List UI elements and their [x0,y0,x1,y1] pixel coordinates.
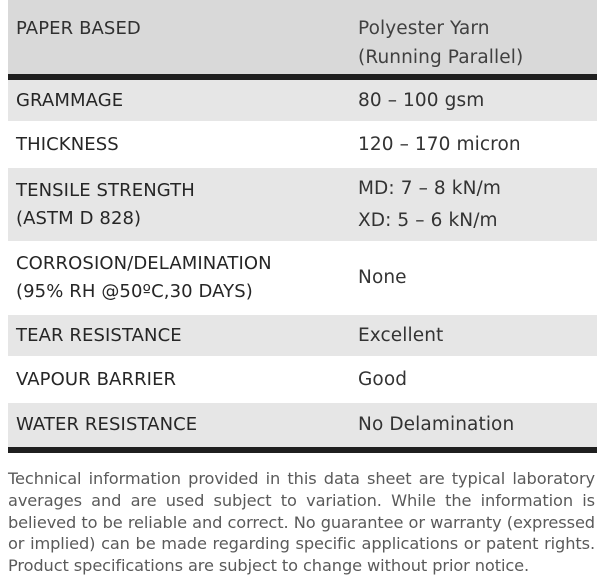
header-property-label: PAPER BASED [16,18,141,39]
header-value-line-2: (Running Parallel) [358,47,524,68]
property-label: TEAR RESISTANCE [16,324,182,346]
property-label: TENSILE STRENGTH [16,179,195,201]
table-row-tensile-strength [8,168,597,244]
value-text: XD: 5 – 6 kN/m [358,209,498,231]
property-label: (ASTM D 828) [16,207,142,229]
property-cell [8,244,350,312]
table-row-water-resistance [8,403,597,447]
property-label: WATER RESISTANCE [16,414,198,435]
header-property-cell [8,0,350,74]
table-row-vapour-barrier [8,359,597,403]
property-cell [8,80,350,121]
value-cell [350,168,597,241]
value-text: Excellent [358,324,444,346]
value-text: MD: 7 – 8 kN/m [358,177,501,199]
property-label: GRAMMAGE [16,89,124,111]
header-value-cell [350,0,597,74]
disclaimer-text: Technical information provided in this data sheet are typical laboratory averages and are used subject to variation. While the information is believed to be reliable and correct. No guarantee or warranty (expressed or implied) can be made regarding specific applications or patent rights. Product specifications are subject to change without prior notice. [8,469,595,576]
property-cell [8,124,350,165]
property-label: VAPOUR BARRIER [16,368,177,390]
property-label: THICKNESS [16,133,119,155]
value-cell [350,315,597,356]
header-value-line-1: Polyester Yarn [358,18,490,39]
value-cell [350,124,597,165]
value-text: 80 – 100 gsm [358,89,485,111]
value-cell [350,244,597,312]
property-cell [8,359,350,400]
property-label: CORROSION/DELAMINATION [16,253,272,274]
table-row-corrosion-delamination [8,244,597,315]
value-cell [350,359,597,400]
value-text: No Delamination [358,414,515,435]
value-cell [350,80,597,121]
table-row-tear-resistance [8,315,597,359]
property-cell [8,403,350,447]
table-row-thickness [8,124,597,168]
property-cell [8,315,350,356]
value-text: None [358,267,407,288]
property-label: (95% RH @50ºC,30 DAYS) [16,281,253,302]
value-text: Good [358,368,408,390]
value-text: 120 – 170 micron [358,133,521,155]
table-header-row [8,0,597,80]
table-row-grammage [8,80,597,124]
value-cell [350,403,597,447]
property-cell [8,168,350,241]
spec-table [8,0,597,453]
